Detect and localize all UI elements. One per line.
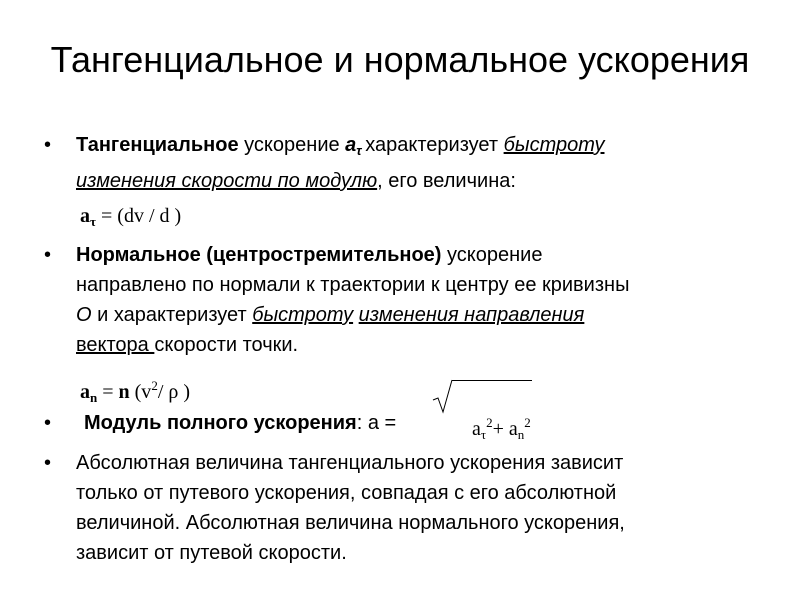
term-tangential: Тангенциальное	[76, 134, 239, 156]
paragraph-normal	[76, 240, 766, 360]
formula-full-acceleration: $a_\tau^2+ a_n^2$	[472, 415, 531, 442]
paragraph-absolute-values	[76, 448, 766, 568]
underlined-phrase: изменения скорости по модулю	[76, 170, 378, 192]
term-full-acceleration: Модуль полного ускорения	[84, 412, 357, 434]
text-line: зависит от путевой скорости.	[76, 542, 347, 564]
text: ускорение	[238, 134, 346, 156]
bullet-marker: •	[44, 452, 52, 474]
formula-tangential: $а_\tau = (dv / d$ )	[80, 205, 182, 229]
underlined-phrase: изменения направления	[358, 304, 585, 326]
text: ускорение	[441, 244, 543, 266]
text-line: только от путевого ускорения, совпадая с его абсолютной	[76, 482, 617, 504]
underlined-phrase: быстроту	[503, 134, 605, 156]
underlined-phrase: быстроту	[252, 304, 354, 326]
text: , его величина:	[377, 170, 516, 192]
bullet-marker: •	[44, 412, 52, 434]
square-root-bar	[452, 380, 532, 381]
slide-title: Тангенциальное и нормальное ускорения	[50, 39, 750, 80]
text-line: Абсолютная величина тангенциального ускорения зависит	[76, 452, 624, 474]
bullet-marker: •	[44, 134, 52, 156]
formula-normal: $а_n = n$ ($v^2/$ ρ )	[80, 378, 191, 405]
text: и характеризует	[91, 304, 253, 326]
underlined-phrase: вектора	[76, 334, 155, 356]
text: характеризует	[365, 134, 504, 156]
text: направлено по нормали к траектории к центру ее кривизны	[76, 274, 630, 296]
symbol-o: О	[76, 304, 92, 326]
bullet-marker: •	[44, 244, 52, 266]
symbol-a-tau: $а_\tau$	[345, 134, 366, 158]
text: скорости точки.	[154, 334, 299, 356]
text: : a =	[356, 412, 397, 434]
paragraph-tangential	[76, 130, 766, 196]
term-normal: Нормальное (центростремительное)	[76, 244, 442, 266]
paragraph-full-acceleration	[84, 408, 774, 438]
text-line: величиной. Абсолютная величина нормального ускорения,	[76, 512, 625, 534]
